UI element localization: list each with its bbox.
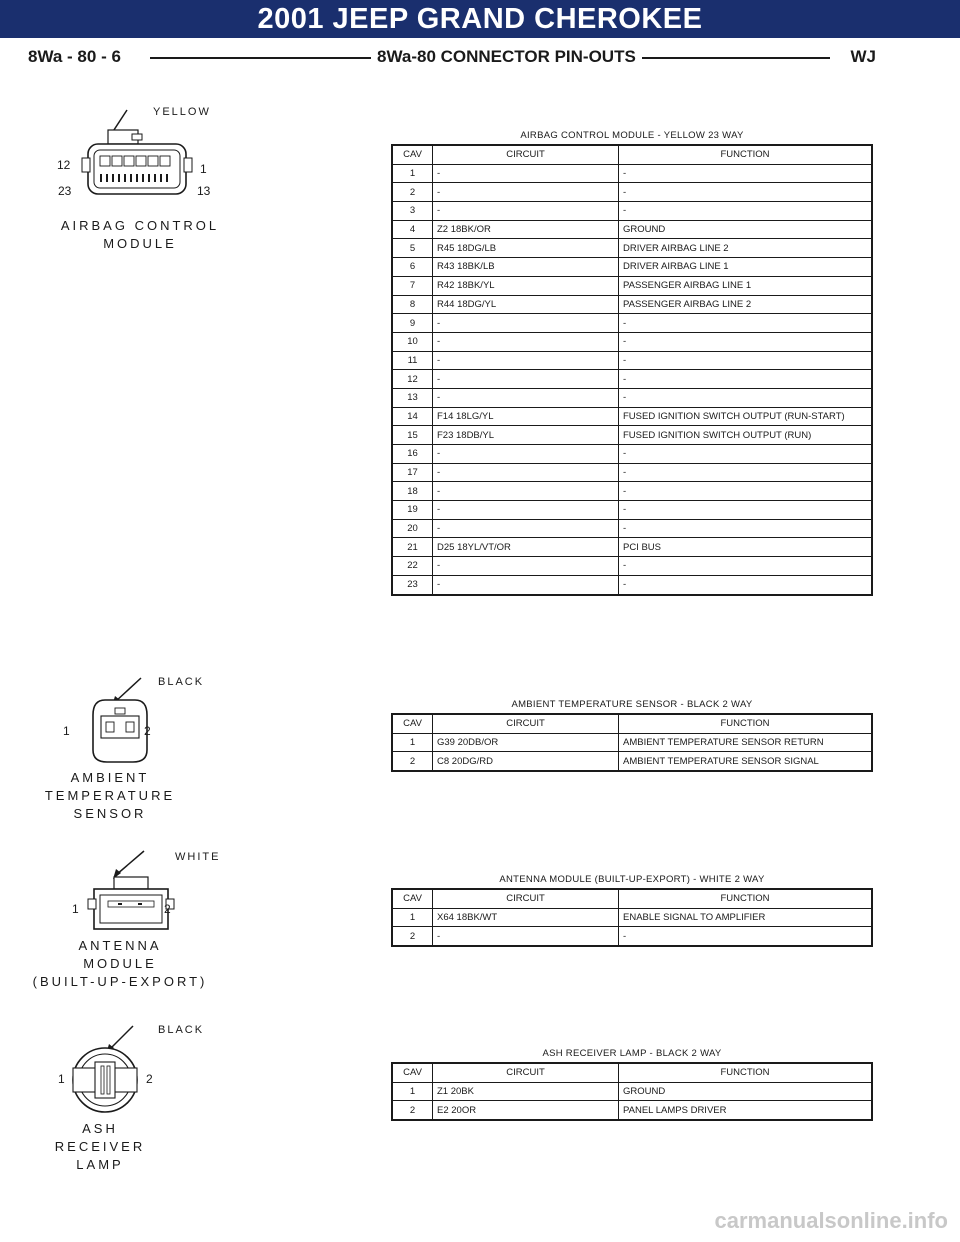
cell-function: - <box>619 519 873 538</box>
cell-circuit: - <box>433 519 619 538</box>
cell-circuit: Z1 20BK <box>433 1082 619 1101</box>
page-number: 8Wa - 80 - 6 <box>22 44 127 70</box>
antenna-pin-2: 2 <box>164 902 171 916</box>
table-row <box>392 463 872 482</box>
cell-circuit: - <box>433 202 619 221</box>
antenna-pin-table <box>391 888 873 947</box>
cell-cav: 16 <box>392 445 433 464</box>
antenna-color-tag: WHITE <box>175 851 221 863</box>
cell-circuit: X64 18BK/WT <box>433 908 619 927</box>
cell-cav: 4 <box>392 220 433 239</box>
cell-cav: 20 <box>392 519 433 538</box>
ash-diagram-label: ASH RECEIVER LAMP <box>54 1121 146 1172</box>
cell-circuit: - <box>433 482 619 501</box>
airbag-pin-23: 23 <box>58 184 72 198</box>
cell-function: - <box>619 314 873 333</box>
col-cav: CAV <box>392 145 433 164</box>
table-row <box>392 908 872 927</box>
table-row <box>392 927 872 946</box>
cell-circuit: - <box>433 445 619 464</box>
watermark: carmanualsonline.info <box>714 1208 948 1233</box>
ash-color-tag: BLACK <box>158 1024 205 1036</box>
cell-cav: 1 <box>392 1082 433 1101</box>
airbag-table-title: AIRBAG CONTROL MODULE - YELLOW 23 WAY <box>520 130 744 141</box>
table-row <box>392 202 872 221</box>
section-title: 8Wa-80 CONNECTOR PIN-OUTS <box>371 44 642 70</box>
table-header-row <box>392 1063 872 1082</box>
cell-function: PASSENGER AIRBAG LINE 1 <box>619 276 873 295</box>
cell-circuit: - <box>433 388 619 407</box>
cell-function: AMBIENT TEMPERATURE SENSOR SIGNAL <box>619 752 873 771</box>
airbag-pin-1: 1 <box>200 162 207 176</box>
cell-circuit: - <box>433 370 619 389</box>
cell-cav: 5 <box>392 239 433 258</box>
cell-cav: 7 <box>392 276 433 295</box>
cell-cav: 10 <box>392 332 433 351</box>
cell-function: ENABLE SIGNAL TO AMPLIFIER <box>619 908 873 927</box>
cell-cav: 1 <box>392 733 433 752</box>
cell-cav: 11 <box>392 351 433 370</box>
col-circuit: CIRCUIT <box>433 714 619 733</box>
ambient-table-title: AMBIENT TEMPERATURE SENSOR - BLACK 2 WAY <box>511 699 753 710</box>
col-cav: CAV <box>392 889 433 908</box>
banner-title: 2001 JEEP GRAND CHEROKEE <box>257 3 703 35</box>
cell-circuit: R43 18BK/LB <box>433 258 619 277</box>
table-row <box>392 426 872 445</box>
table-row <box>392 370 872 389</box>
cell-function: FUSED IGNITION SWITCH OUTPUT (RUN-START) <box>619 407 873 426</box>
airbag-pin-12: 12 <box>57 158 71 172</box>
ash-pin-2: 2 <box>146 1072 153 1086</box>
airbag-diagram-label: AIRBAG CONTROL MODULE <box>60 218 220 251</box>
cell-function: - <box>619 164 873 183</box>
cell-function: - <box>619 351 873 370</box>
table-row <box>392 733 872 752</box>
cell-function: - <box>619 575 873 594</box>
cell-circuit: - <box>433 351 619 370</box>
table-row <box>392 538 872 557</box>
page-header <box>0 44 960 70</box>
cell-circuit: - <box>433 463 619 482</box>
table-row <box>392 407 872 426</box>
cell-function: - <box>619 332 873 351</box>
col-cav: CAV <box>392 1063 433 1082</box>
table-row <box>392 351 872 370</box>
table-row <box>392 239 872 258</box>
table-row <box>392 557 872 576</box>
ash-pin-1: 1 <box>58 1072 65 1086</box>
cell-circuit: - <box>433 164 619 183</box>
cell-function: - <box>619 557 873 576</box>
cell-function: - <box>619 927 873 946</box>
cell-cav: 1 <box>392 164 433 183</box>
cell-function: DRIVER AIRBAG LINE 2 <box>619 239 873 258</box>
table-row <box>392 276 872 295</box>
antenna-diagram-label: ANTENNA MODULE (BUILT-UP-EXPORT) <box>32 938 208 989</box>
airbag-pin-table <box>391 144 873 596</box>
table-header-row <box>392 714 872 733</box>
col-function: FUNCTION <box>619 714 873 733</box>
ash-table-title: ASH RECEIVER LAMP - BLACK 2 WAY <box>542 1048 722 1059</box>
cell-cav: 1 <box>392 908 433 927</box>
col-function: FUNCTION <box>619 889 873 908</box>
cell-function: GROUND <box>619 1082 873 1101</box>
col-cav: CAV <box>392 714 433 733</box>
cell-function: PASSENGER AIRBAG LINE 2 <box>619 295 873 314</box>
cell-cav: 3 <box>392 202 433 221</box>
table-row <box>392 258 872 277</box>
cell-cav: 2 <box>392 183 433 202</box>
col-function: FUNCTION <box>619 145 873 164</box>
cell-circuit: - <box>433 183 619 202</box>
header-rule-right <box>630 57 830 59</box>
col-circuit: CIRCUIT <box>433 145 619 164</box>
cell-circuit: R42 18BK/YL <box>433 276 619 295</box>
table-row <box>392 388 872 407</box>
cell-cav: 22 <box>392 557 433 576</box>
cell-circuit: - <box>433 927 619 946</box>
cell-circuit: E2 20OR <box>433 1101 619 1120</box>
cell-circuit: - <box>433 332 619 351</box>
cell-cav: 8 <box>392 295 433 314</box>
cell-circuit: F23 18DB/YL <box>433 426 619 445</box>
cell-cav: 2 <box>392 927 433 946</box>
cell-function: PCI BUS <box>619 538 873 557</box>
cell-cav: 14 <box>392 407 433 426</box>
cell-circuit: - <box>433 501 619 520</box>
cell-cav: 12 <box>392 370 433 389</box>
table-row <box>392 295 872 314</box>
cell-function: - <box>619 388 873 407</box>
table-row <box>392 220 872 239</box>
cell-function: DRIVER AIRBAG LINE 1 <box>619 258 873 277</box>
cell-cav: 6 <box>392 258 433 277</box>
antenna-table-title: ANTENNA MODULE (BUILT-UP-EXPORT) - WHITE 2 WAY <box>499 874 765 885</box>
cell-function: - <box>619 482 873 501</box>
antenna-pin-1: 1 <box>72 902 79 916</box>
ambient-pin-1: 1 <box>63 724 70 738</box>
table-row <box>392 1101 872 1120</box>
ash-pin-table <box>391 1062 873 1121</box>
table-row <box>392 332 872 351</box>
document-banner <box>0 0 960 38</box>
cell-function: - <box>619 202 873 221</box>
cell-function: GROUND <box>619 220 873 239</box>
cell-circuit: - <box>433 314 619 333</box>
cell-circuit: F14 18LG/YL <box>433 407 619 426</box>
table-row <box>392 752 872 771</box>
airbag-color-tag: YELLOW <box>153 106 211 118</box>
cell-cav: 15 <box>392 426 433 445</box>
cell-function: - <box>619 501 873 520</box>
cell-function: FUSED IGNITION SWITCH OUTPUT (RUN) <box>619 426 873 445</box>
table-row <box>392 314 872 333</box>
table-row <box>392 501 872 520</box>
cell-cav: 23 <box>392 575 433 594</box>
cell-function: PANEL LAMPS DRIVER <box>619 1101 873 1120</box>
ambient-pin-table <box>391 713 873 772</box>
table-row <box>392 575 872 594</box>
cell-circuit: - <box>433 575 619 594</box>
cell-function: - <box>619 183 873 202</box>
cell-circuit: D25 18YL/VT/OR <box>433 538 619 557</box>
cell-cav: 13 <box>392 388 433 407</box>
cell-circuit: C8 20DG/RD <box>433 752 619 771</box>
ambient-pin-2: 2 <box>144 724 151 738</box>
table-header-row <box>392 145 872 164</box>
cell-cav: 17 <box>392 463 433 482</box>
cell-cav: 21 <box>392 538 433 557</box>
cell-function: AMBIENT TEMPERATURE SENSOR RETURN <box>619 733 873 752</box>
cell-cav: 2 <box>392 752 433 771</box>
cell-function: - <box>619 445 873 464</box>
cell-cav: 2 <box>392 1101 433 1120</box>
cell-circuit: R44 18DG/YL <box>433 295 619 314</box>
cell-function: - <box>619 370 873 389</box>
cell-circuit: R45 18DG/LB <box>433 239 619 258</box>
vehicle-code: WJ <box>845 44 883 70</box>
cell-cav: 19 <box>392 501 433 520</box>
table-row <box>392 482 872 501</box>
col-function: FUNCTION <box>619 1063 873 1082</box>
table-row <box>392 183 872 202</box>
ambient-diagram-label: AMBIENT TEMPERATURE SENSOR <box>44 770 176 821</box>
table-row <box>392 1082 872 1101</box>
ambient-color-tag: BLACK <box>158 676 205 688</box>
antenna-module-diagram <box>80 845 190 935</box>
cell-cav: 18 <box>392 482 433 501</box>
table-header-row <box>392 889 872 908</box>
airbag-pin-13: 13 <box>197 184 211 198</box>
table-row <box>392 519 872 538</box>
table-row <box>392 445 872 464</box>
cell-circuit: - <box>433 557 619 576</box>
cell-circuit: Z2 18BK/OR <box>433 220 619 239</box>
cell-circuit: G39 20DB/OR <box>433 733 619 752</box>
cell-function: - <box>619 463 873 482</box>
col-circuit: CIRCUIT <box>433 889 619 908</box>
cell-cav: 9 <box>392 314 433 333</box>
table-row <box>392 164 872 183</box>
header-rule-left <box>150 57 372 59</box>
col-circuit: CIRCUIT <box>433 1063 619 1082</box>
